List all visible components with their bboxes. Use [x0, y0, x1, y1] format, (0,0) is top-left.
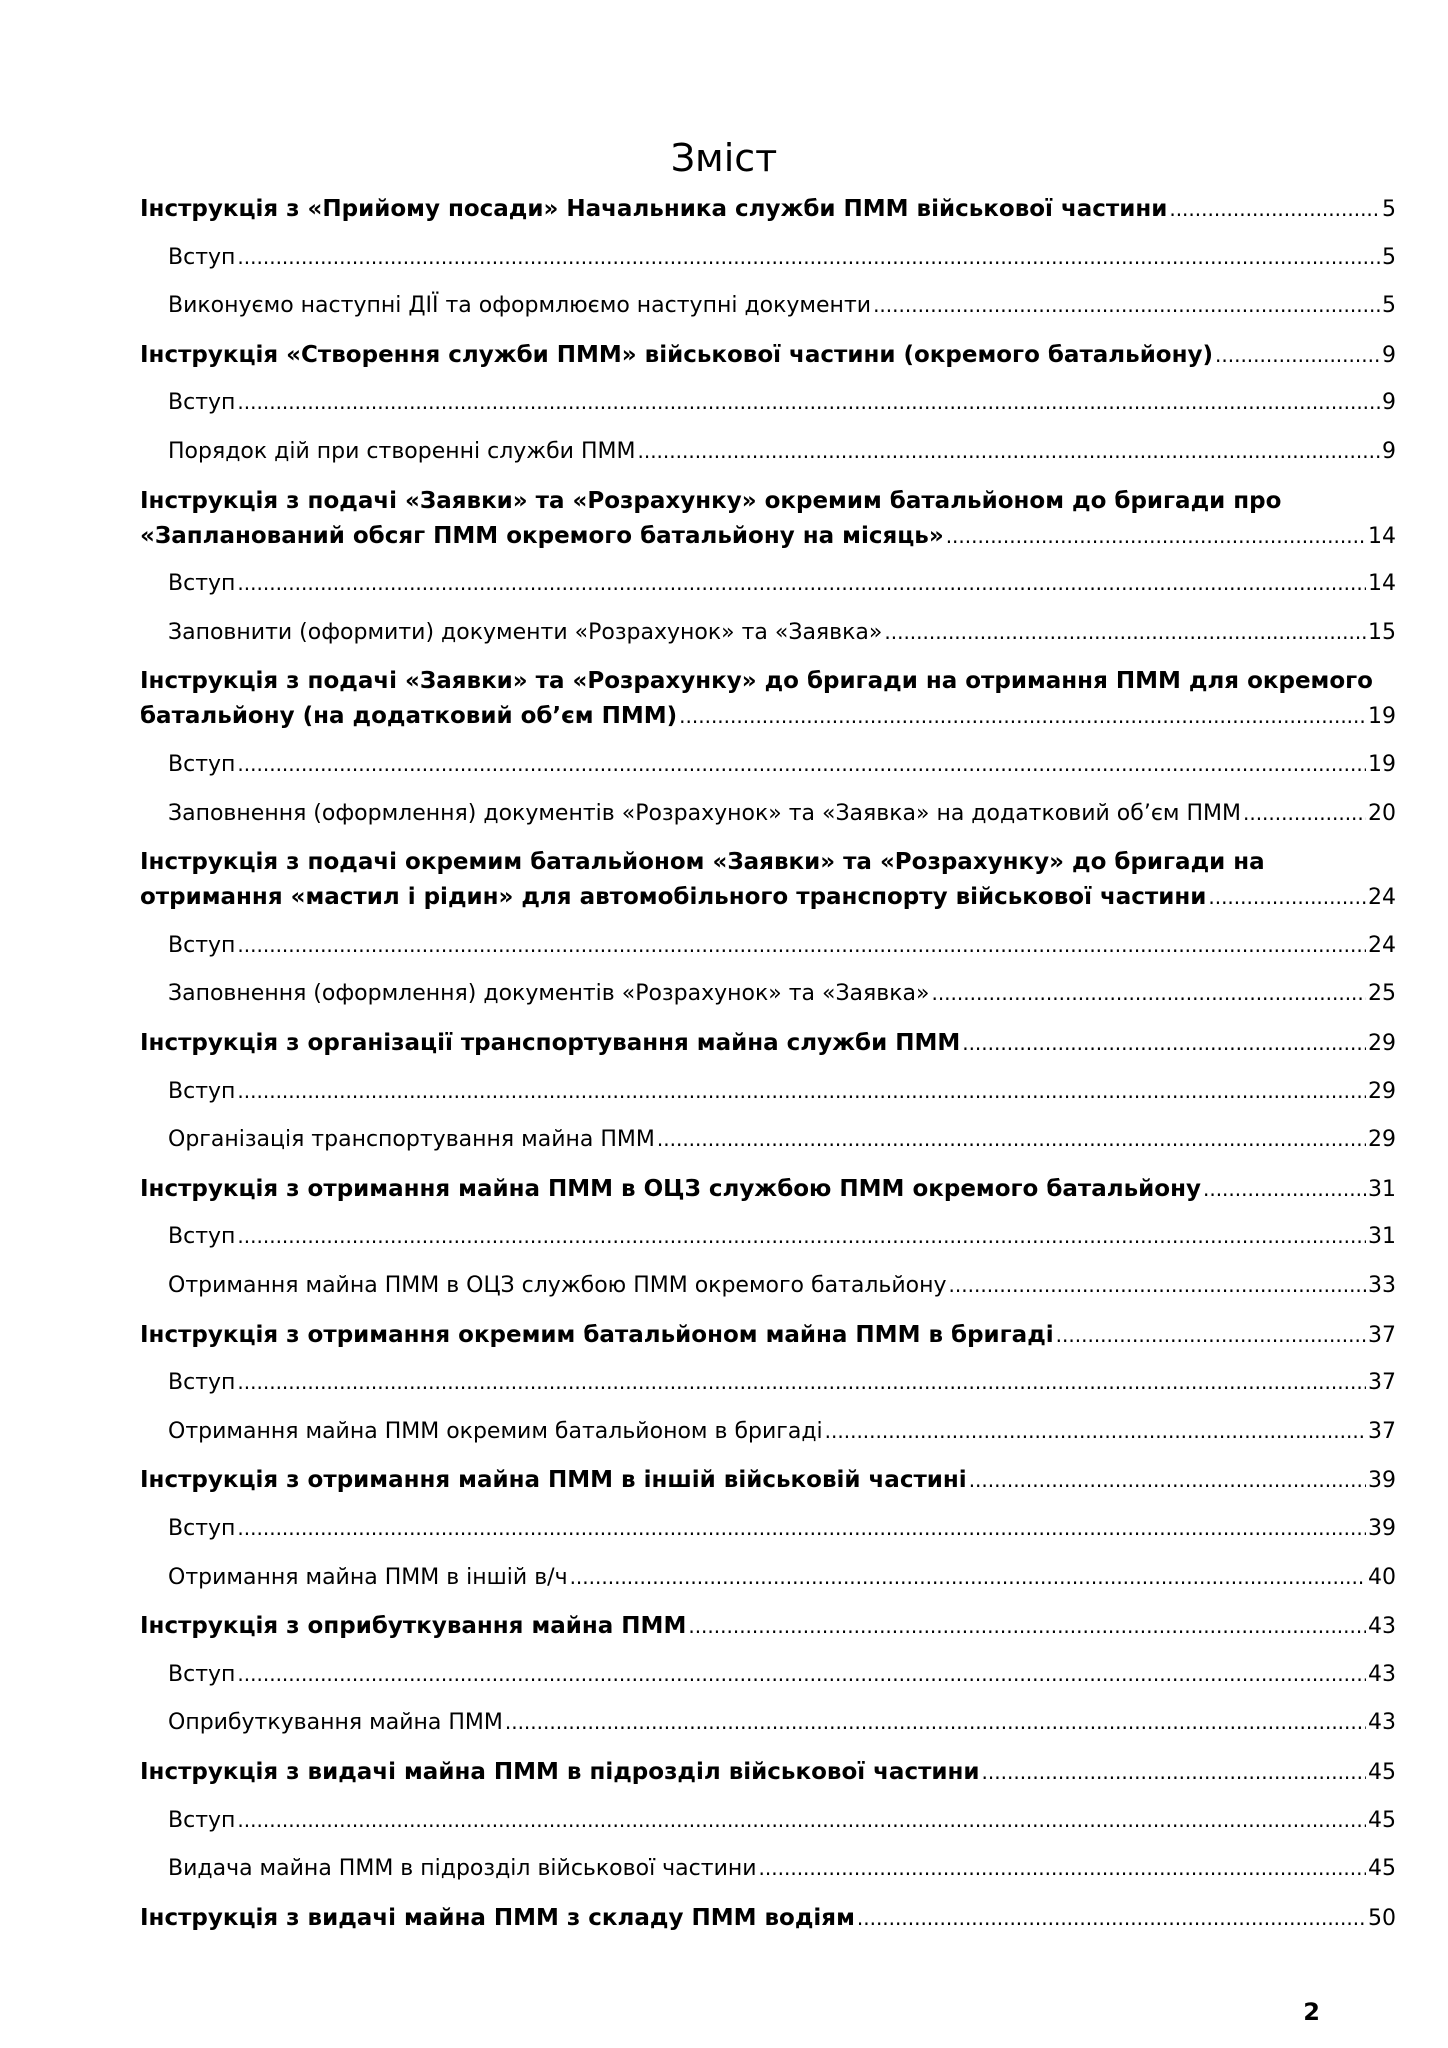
toc-entry-page-number: 50	[1368, 1905, 1396, 1931]
toc-entry-subsection[interactable]	[168, 1370, 1396, 1405]
toc-leader-dots	[679, 704, 1366, 728]
toc-entry-text: Вступ	[168, 752, 236, 777]
toc-leader-dots	[1243, 801, 1366, 825]
toc-entry-page-number: 19	[1368, 704, 1396, 730]
toc-entry-text: «Запланований обсяг ПММ окремого батальйону на місяць»	[140, 522, 944, 549]
toc-entry-text: Інструкція «Створення служби ПММ» військової частини (окремого батальйону)	[140, 341, 1214, 368]
toc-entry-text: Вступ	[168, 1078, 236, 1104]
toc-leader-dots	[237, 1662, 1366, 1686]
toc-entry-text: Отримання майна ПММ в ОЦЗ службою ПММ окремого батальйону	[168, 1273, 947, 1298]
toc-entry-text: Інструкція з оприбуткування майна ПММ	[140, 1613, 687, 1640]
toc-entry-text: Оприбуткування майна ПММ	[168, 1710, 503, 1736]
toc-leader-dots	[825, 1419, 1366, 1443]
toc-entry-text: Вступ	[168, 1370, 236, 1396]
toc-leader-dots	[237, 245, 1380, 269]
toc-entry-page-number: 29	[1368, 1078, 1396, 1104]
toc-leader-dots	[237, 933, 1366, 957]
toc-entry-page-number: 9	[1382, 439, 1396, 464]
toc-leader-dots	[237, 390, 1380, 414]
toc-entry-page-number: 15	[1368, 619, 1396, 645]
toc-leader-dots	[931, 981, 1366, 1005]
toc-entry-subsection[interactable]	[168, 1710, 1396, 1745]
toc-entry-page-number: 24	[1368, 885, 1396, 911]
toc-leader-dots	[237, 1224, 1366, 1248]
toc-leader-dots	[873, 293, 1380, 317]
toc-entry-subsection[interactable]	[168, 1516, 1396, 1551]
toc-entry-page-number: 24	[1368, 932, 1396, 958]
toc-entry-text: Отримання майна ПММ в іншій в/ч	[168, 1564, 568, 1590]
toc-leader-dots	[657, 1127, 1366, 1151]
toc-entry-section[interactable]	[140, 1030, 1396, 1065]
toc-entry-subsection[interactable]	[168, 293, 1396, 328]
toc-entry-subsection[interactable]	[168, 933, 1396, 968]
toc-leader-dots	[1215, 343, 1380, 367]
toc-entry-section[interactable]	[140, 1759, 1396, 1794]
toc-leader-dots	[237, 571, 1366, 595]
toc-leader-dots	[949, 1273, 1366, 1297]
toc-entry-subsection[interactable]	[168, 1079, 1396, 1114]
toc-entry-text: отримання «мастил і рідин» для автомобільного транспорту військової частини	[140, 884, 1207, 911]
toc-entry-page-number: 45	[1368, 1760, 1396, 1785]
toc-entry-page-number: 39	[1368, 1468, 1396, 1494]
toc-entry-text: Заповнення (оформлення) документів «Розрахунок» та «Заявка»	[168, 981, 930, 1007]
toc-entry-text: Вступ	[168, 1661, 236, 1687]
toc-entry-text: Вступ	[168, 1224, 236, 1250]
toc-entry-section[interactable]	[140, 196, 1396, 231]
toc-entry-page-number: 45	[1368, 1807, 1396, 1833]
toc-entry-page-number: 20	[1368, 800, 1396, 826]
toc-entry-page-number: 25	[1368, 981, 1396, 1007]
toc-entry-subsection[interactable]	[168, 1127, 1396, 1162]
toc-entry-section[interactable]	[140, 342, 1396, 377]
toc-entry-page-number: 5	[1382, 293, 1396, 319]
toc-entry-page-number: 29	[1368, 1127, 1396, 1153]
toc-leader-dots	[982, 1760, 1366, 1784]
toc-entry-text: Вступ	[168, 932, 236, 958]
toc-entry-text: Інструкція з видачі майна ПММ в підрозділ військової частини	[140, 1759, 980, 1785]
toc-leader-dots	[884, 620, 1366, 644]
toc-entry-text: Вступ	[168, 1516, 236, 1541]
toc-entry-text: Виконуємо наступні ДІЇ та оформлюємо наступні документи	[168, 293, 872, 319]
toc-entry-page-number: 37	[1368, 1322, 1396, 1348]
toc-leader-dots	[688, 1614, 1366, 1638]
toc-entry-page-number: 31	[1368, 1224, 1396, 1250]
toc-leader-dots	[237, 1808, 1366, 1832]
toc-entry-subsection[interactable]	[168, 1419, 1396, 1454]
toc-entry-subsection[interactable]	[168, 1273, 1396, 1308]
toc-leader-dots	[1056, 1323, 1366, 1347]
toc-entry-text: Інструкція з подачі окремим батальйоном «Заявки» та «Розрахунку» до бригади на	[140, 849, 1265, 876]
toc-entry-subsection[interactable]	[168, 1662, 1396, 1697]
toc-entry-page-number: 9	[1382, 342, 1396, 368]
toc-leader-dots	[237, 1079, 1366, 1103]
toc-entry-section[interactable]	[140, 1176, 1396, 1211]
toc-entry-text: Порядок дій при створенні служби ПММ	[168, 439, 636, 464]
toc-entry-page-number: 5	[1382, 244, 1396, 270]
toc-entry-section[interactable]	[140, 668, 1396, 738]
toc-entry-page-number: 43	[1368, 1710, 1396, 1736]
toc-entry-section[interactable]	[140, 1613, 1396, 1648]
toc-entry-page-number: 43	[1368, 1614, 1396, 1640]
toc-leader-dots	[1203, 1177, 1366, 1201]
toc-entry-text: Вступ	[168, 1807, 236, 1833]
toc-entry-subsection[interactable]	[168, 752, 1396, 787]
toc-entry-text: Інструкція з подачі «Заявки» та «Розрахунку» окремим батальйоном до бригади про	[140, 487, 1282, 514]
toc-entry-subsection[interactable]	[168, 1856, 1396, 1891]
toc-entry-text: Інструкція з видачі майна ПММ з складу ПММ водіям	[140, 1904, 855, 1931]
toc-entry-text: Інструкція з отримання майна ПММ в ОЦЗ службою ПММ окремого батальйону	[140, 1175, 1201, 1202]
toc-leader-dots	[857, 1906, 1366, 1930]
toc-entry-section[interactable]	[140, 849, 1396, 919]
toc-leader-dots	[505, 1710, 1366, 1734]
toc-entry-page-number: 33	[1368, 1273, 1396, 1298]
toc-entry-page-number: 9	[1382, 390, 1396, 416]
toc-leader-dots	[237, 752, 1366, 776]
toc-entry-subsection[interactable]	[168, 801, 1396, 836]
toc-leader-dots	[637, 439, 1380, 463]
toc-entry-page-number: 37	[1368, 1418, 1396, 1444]
toc-leader-dots	[759, 1856, 1366, 1880]
toc-entry-subsection[interactable]	[168, 390, 1396, 425]
toc-entry-text: Заповнення (оформлення) документів «Розрахунок» та «Заявка» на додатковий об’єм ПММ	[168, 800, 1241, 826]
toc-entry-text: Організація транспортування майна ПММ	[168, 1127, 655, 1153]
toc-entry-page-number: 19	[1368, 752, 1396, 777]
toc-entry-text: Вступ	[168, 571, 236, 597]
toc-entry-text: Інструкція з отримання окремим батальйоном майна ПММ в бригаді	[140, 1321, 1054, 1348]
toc-entry-text: Інструкція з «Прийому посади» Начальника служби ПММ військової частини	[140, 196, 1168, 222]
toc-entry-section[interactable]	[140, 1322, 1396, 1357]
toc-leader-dots	[237, 1370, 1366, 1394]
toc-leader-dots	[1169, 197, 1380, 221]
toc-entry-subsection[interactable]	[168, 245, 1396, 280]
toc-entry-text: Інструкція з отримання майна ПММ в іншій військовій частині	[140, 1467, 967, 1494]
toc-leader-dots	[237, 1516, 1366, 1540]
toc-entry-text: Інструкція з організації транспортування майна служби ПММ	[140, 1030, 961, 1056]
toc-leader-dots	[946, 524, 1366, 548]
toc-leader-dots	[962, 1031, 1366, 1055]
toc-entry-subsection[interactable]	[168, 1224, 1396, 1259]
toc-entry-page-number: 45	[1368, 1856, 1396, 1882]
toc-leader-dots	[969, 1468, 1366, 1492]
toc-entry-section[interactable]	[140, 1905, 1396, 1940]
toc-entry-subsection[interactable]	[168, 439, 1396, 474]
toc-entry-page-number: 39	[1368, 1516, 1396, 1541]
toc-entry-text: Інструкція з подачі «Заявки» та «Розрахунку» до бригади на отримання ПММ для окремого	[140, 668, 1373, 695]
toc-entry-text: Вступ	[168, 390, 236, 416]
toc-entry-page-number: 40	[1368, 1564, 1396, 1590]
toc-entry-page-number: 29	[1368, 1031, 1396, 1056]
toc-entry-subsection[interactable]	[168, 620, 1396, 655]
toc-entry-text: Видача майна ПММ в підрозділ військової частини	[168, 1856, 757, 1882]
toc-entry-section[interactable]	[140, 488, 1396, 558]
toc-entry-subsection[interactable]	[168, 1808, 1396, 1843]
toc-entry-text: Отримання майна ПММ окремим батальйоном в бригаді	[168, 1418, 823, 1444]
toc-entry-subsection[interactable]	[168, 571, 1396, 606]
toc-entry-section[interactable]	[140, 1467, 1396, 1502]
toc-leader-dots	[570, 1565, 1366, 1589]
toc-entry-subsection[interactable]	[168, 981, 1396, 1016]
toc-entry-page-number: 43	[1368, 1661, 1396, 1687]
toc-entry-text: Вступ	[168, 244, 236, 270]
toc-title: Зміст	[670, 136, 778, 180]
toc-entry-text: Заповнити (оформити) документи «Розрахунок» та «Заявка»	[168, 619, 883, 645]
toc-entry-page-number: 14	[1368, 571, 1396, 597]
toc-entry-page-number: 14	[1368, 523, 1396, 549]
page-number: 2	[1303, 1998, 1320, 2026]
toc-entry-subsection[interactable]	[168, 1565, 1396, 1600]
toc-entry-text: батальйону (на додатковий об’єм ПММ)	[140, 703, 678, 730]
toc-entry-page-number: 5	[1382, 197, 1396, 222]
toc-entry-page-number: 31	[1368, 1176, 1396, 1202]
toc-leader-dots	[1208, 885, 1366, 909]
toc-entry-page-number: 37	[1368, 1370, 1396, 1396]
